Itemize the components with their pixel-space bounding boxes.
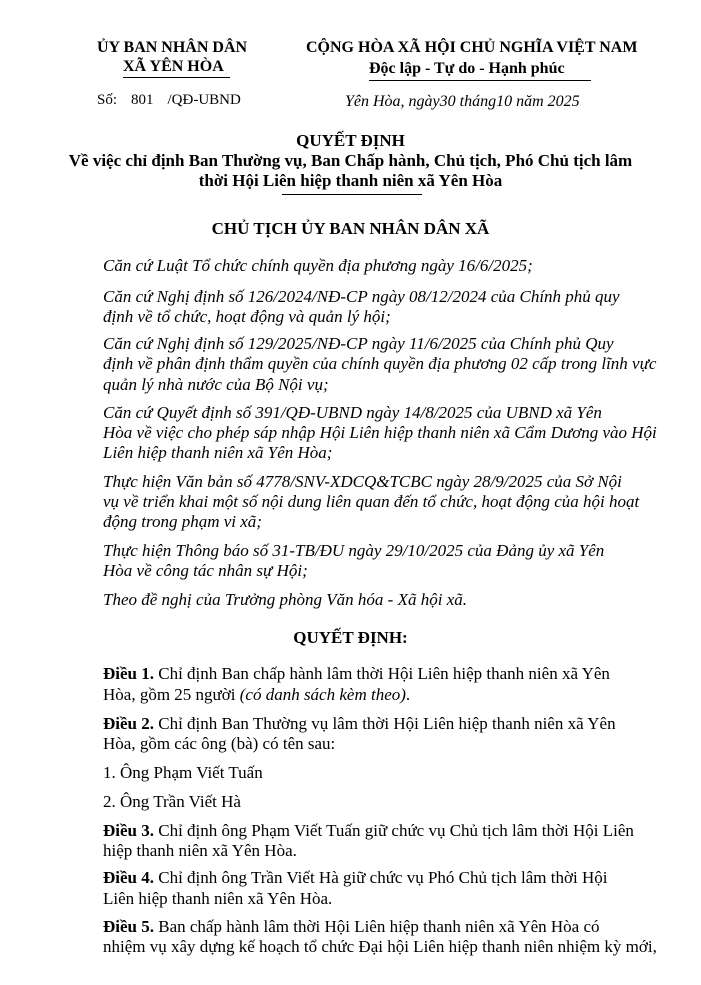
article-2-cont: Hòa, gồm các ông (bà) có tên sau: [103, 734, 336, 753]
article-5-cont: nhiệm vụ xây dựng kế hoạch tổ chức Đại hội Liên hiệp thanh niên nhiệm kỳ mới, [103, 937, 657, 956]
article-1-cont: Hòa, gồm 25 người (có danh sách kèm theo). [103, 685, 411, 704]
basis-3-cont2: quản lý nhà nước của Bộ Nội vụ; [103, 375, 329, 394]
article-2: Điều 2. Chỉ định Ban Thường vụ lâm thời Hội Liên hiệp thanh niên xã Yên [103, 714, 616, 733]
basis-5-cont2: động trong phạm vi xã; [103, 512, 262, 531]
list-item-2: 2. Ông Trần Viết Hà [103, 792, 241, 811]
basis-2-cont: định về tổ chức, hoạt động và quản lý hội; [103, 307, 391, 326]
article-4: Điều 4. Chỉ định ông Trần Viết Hà giữ chức vụ Phó Chủ tịch lâm thời Hội [103, 868, 608, 887]
basis-3: Căn cứ Nghị định số 129/2025/NĐ-CP ngày 11/6/2025 của Chính phủ Quy [103, 334, 614, 353]
basis-4-cont: Hòa về việc cho phép sáp nhập Hội Liên hiệp thanh niên xã Cẩm Dương vào Hội [103, 423, 657, 442]
article-5: Điều 5. Ban chấp hành lâm thời Hội Liên hiệp thanh niên xã Yên Hòa có [103, 917, 600, 936]
document-date: Yên Hòa, ngày30 tháng10 năm 2025 [345, 93, 580, 110]
commune-underline [123, 77, 230, 78]
basis-6: Thực hiện Thông báo số 31-TB/ĐU ngày 29/10/2025 của Đảng ủy xã Yên [103, 541, 605, 560]
document-type: QUYẾT ĐỊNH [296, 131, 405, 150]
issuer-authority: ỦY BAN NHÂN DÂN [97, 39, 248, 56]
basis-4-cont2: Liên hiệp thanh niên xã Yên Hòa; [103, 443, 333, 462]
issuer-commune: XÃ YÊN HÒA [123, 58, 224, 75]
article-3-cont: hiệp thanh niên xã Yên Hòa. [103, 841, 297, 860]
decision-heading: QUYẾT ĐỊNH: [293, 628, 408, 647]
subject-line-1: Về việc chỉ định Ban Thường vụ, Ban Chấp hành, Chủ tịch, Phó Chủ tịch lâm [68, 151, 633, 170]
basis-3-cont: định về phân định thẩm quyền của chính quyền địa phương 02 cấp trong lĩnh vực [103, 354, 657, 373]
signatory-title: CHỦ TỊCH ỦY BAN NHÂN DÂN XÃ [211, 219, 490, 238]
basis-1: Căn cứ Luật Tổ chức chính quyền địa phương ngày 16/6/2025; [103, 256, 533, 275]
basis-7: Theo đề nghị của Trưởng phòng Văn hóa - Xã hội xã. [103, 590, 467, 609]
article-3: Điều 3. Chỉ định ông Phạm Viết Tuấn giữ chức vụ Chủ tịch lâm thời Hội Liên [103, 821, 634, 840]
subject-line-2: thời Hội Liên hiệp thanh niên xã Yên Hòa [198, 171, 503, 190]
basis-5-cont: vụ về triển khai một số nội dung liên quan đến tổ chức, hoạt động của hội hoạt [103, 492, 640, 511]
national-title: CỘNG HÒA XÃ HỘI CHỦ NGHĨA VIỆT NAM [306, 39, 638, 56]
article-1: Điều 1. Chỉ định Ban chấp hành lâm thời Hội Liên hiệp thanh niên xã Yên [103, 664, 610, 683]
basis-5: Thực hiện Văn bản số 4778/SNV-XDCQ&TCBC ngày 28/9/2025 của Sở Nội [103, 472, 622, 491]
national-motto: Độc lập - Tự do - Hạnh phúc [369, 60, 565, 77]
motto-underline [369, 80, 591, 81]
basis-2: Căn cứ Nghị định số 126/2024/NĐ-CP ngày 08/12/2024 của Chính phủ quy [103, 287, 620, 306]
document-number: Số: 801 /QĐ-UBND [97, 92, 241, 108]
basis-4: Căn cứ Quyết định số 391/QĐ-UBND ngày 14/8/2025 của UBND xã Yên [103, 403, 602, 422]
title-underline [282, 194, 422, 195]
article-4-cont: Liên hiệp thanh niên xã Yên Hòa. [103, 889, 333, 908]
basis-6-cont: Hòa về công tác nhân sự Hội; [103, 561, 308, 580]
list-item-1: 1. Ông Phạm Viết Tuấn [103, 763, 263, 782]
